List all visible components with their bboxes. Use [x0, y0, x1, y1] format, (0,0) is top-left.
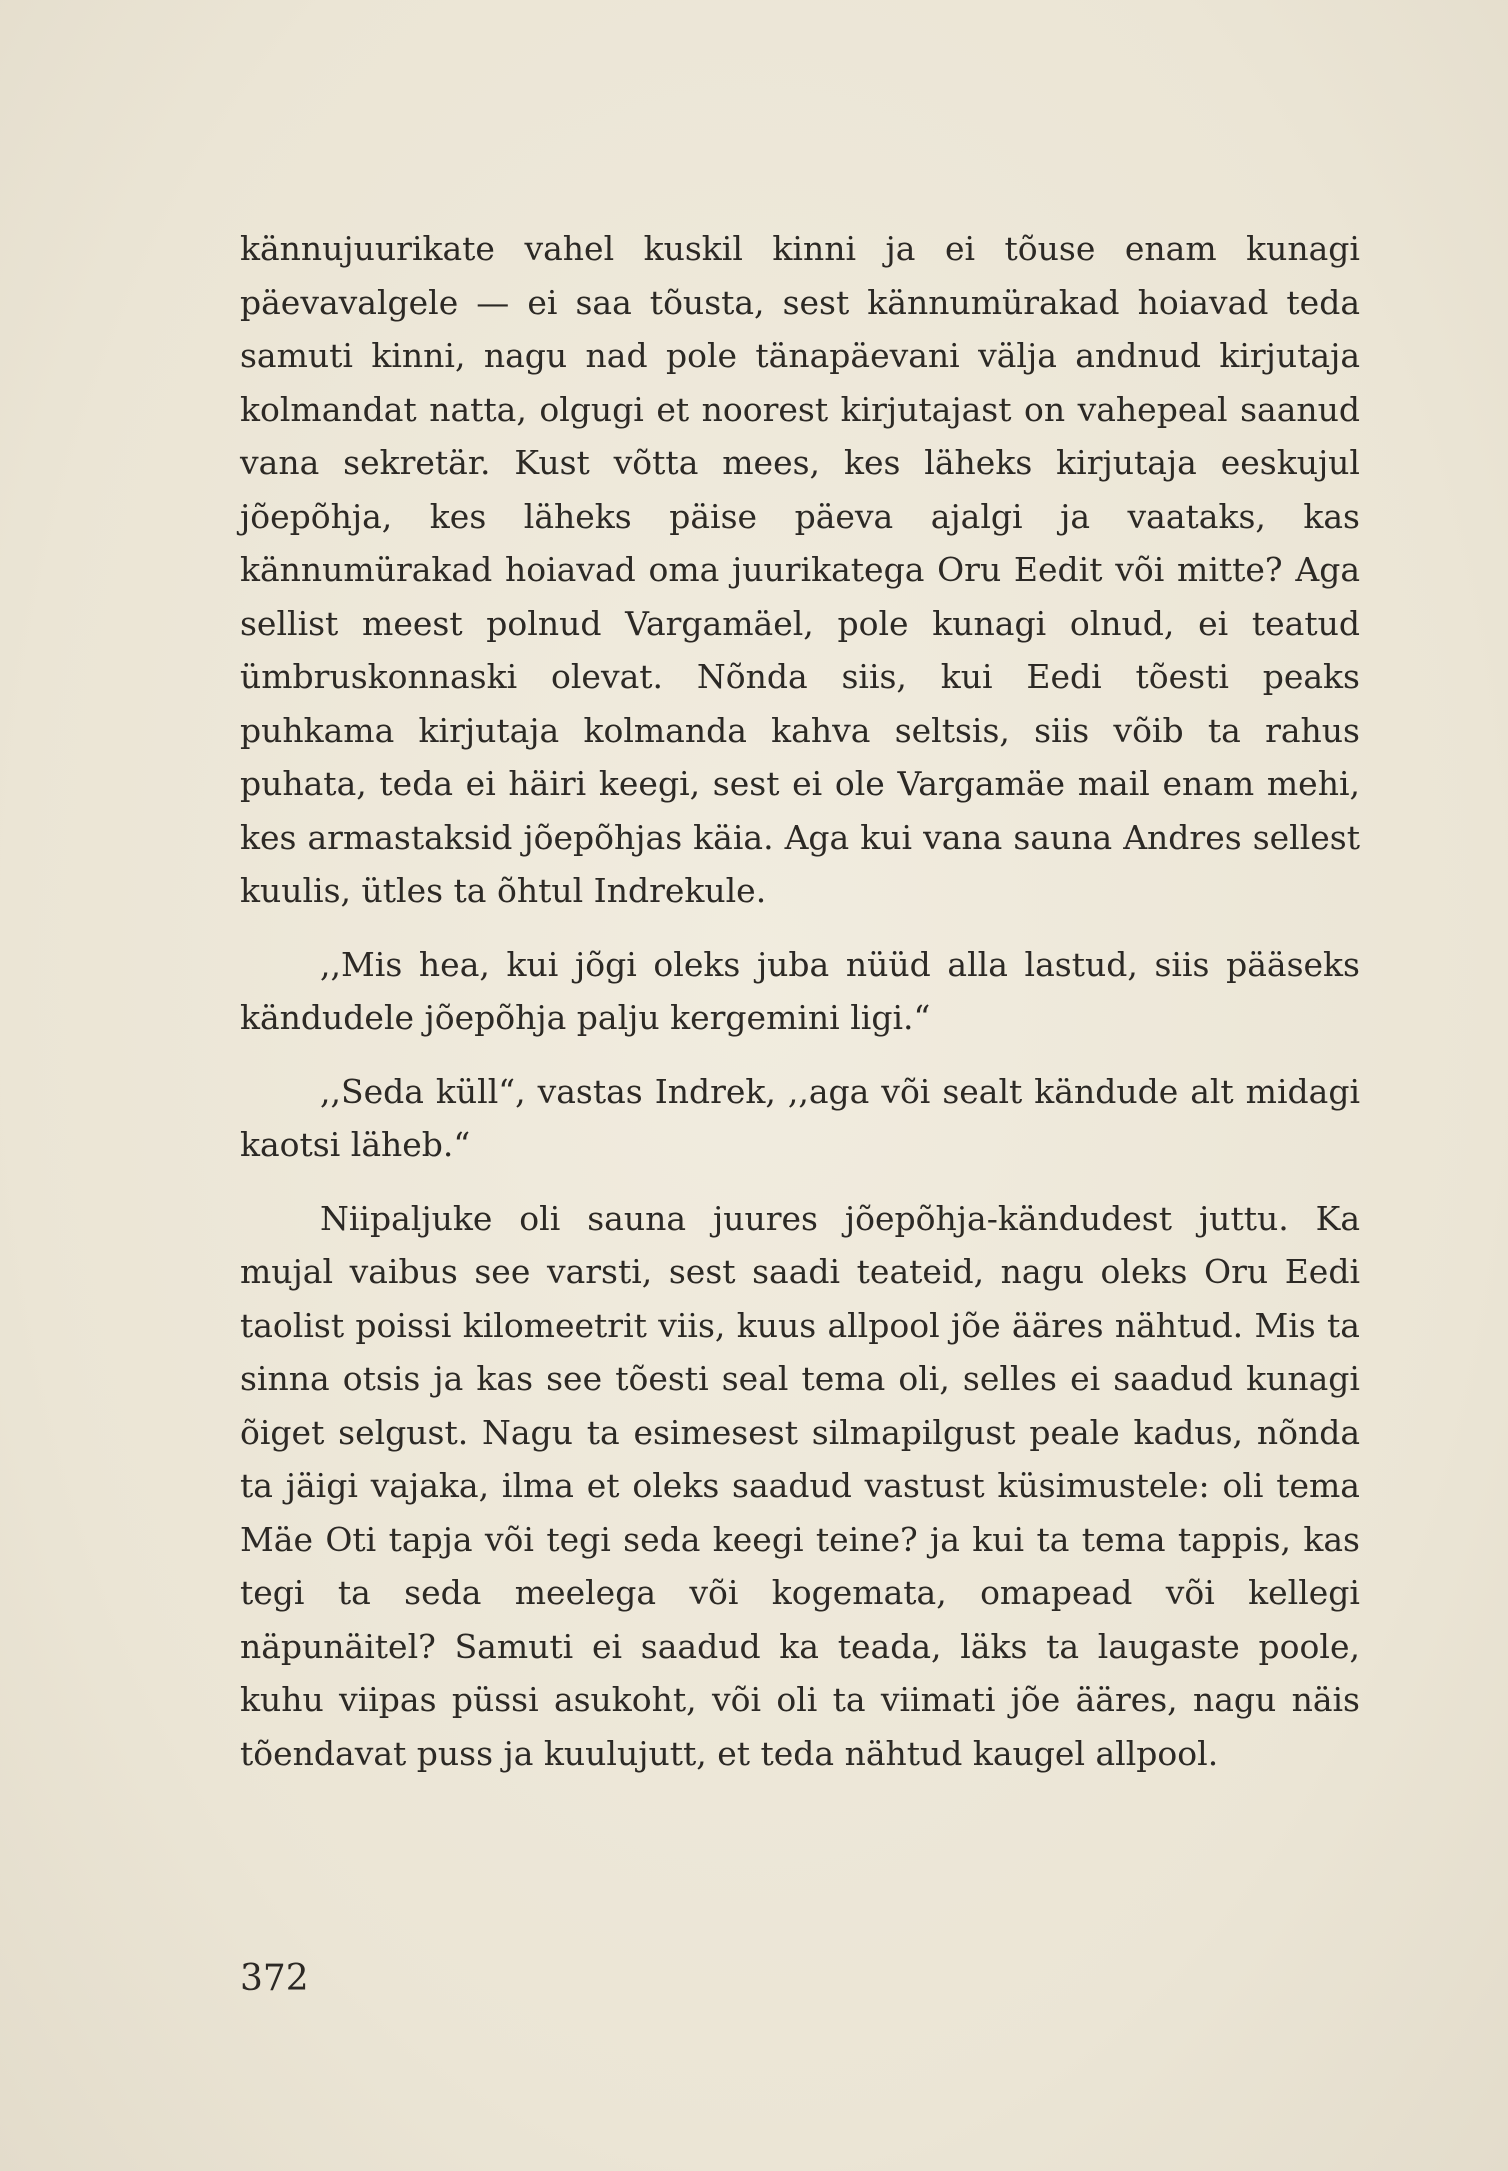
- body-text: [240, 222, 1360, 1780]
- paragraph-4: Niipaljuke oli sauna juures jõepõhja-kändudest juttu. Ka mujal vaibus see varsti, sest saadi teateid, nagu oleks Oru Eedi taolist poissi kilomeetrit viis, kuus allpool jõe ääres nähtud. Mis ta sinna otsis ja kas see tõesti seal tema oli, selles ei saadud kunagi õiget selgust. Nagu ta esimesest silmapilgust peale kadus, nõnda ta jäigi vajaka, ilma et oleks saadud vastust küsimustele: oli tema Mäe Oti tapja või tegi seda keegi teine? ja kui ta tema tappis, kas tegi ta seda meelega või kogemata, omapead või kellegi näpunäitel? Samuti ei saadud ka teada, läks ta laugaste poole, kuhu viipas püssi asukoht, või oli ta viimati jõe ääres, nagu näis tõendavat puss ja kuulujutt, et teda nähtud kaugel allpool.: [240, 1198, 1360, 1773]
- page-number: 372: [240, 1958, 309, 1999]
- paragraph-2: ,,Mis hea, kui jõgi oleks juba nüüd alla lastud, siis pääseks kändudele jõepõhja palju kergemini ligi.“: [240, 944, 1360, 1037]
- paragraph-1: kännujuurikate vahel kuskil kinni ja ei tõuse enam kunagi päevavalgele — ei saa tõusta, sest kännumürakad hoiavad teda samuti kinni, nagu nad pole tänapäevani välja andnud kirjutaja kolmandat natta, olgugi et noorest kirjutajast on vahepeal saanud vana sekretär. Kust võtta mees, kes läheks kirjutaja eeskujul jõepõhja, kes läheks päise päeva ajalgi ja vaataks, kas kännumürakad hoiavad oma juurikatega Oru Eedit või mitte? Aga sellist meest polnud Vargamäel, pole kunagi olnud, ei teatud ümbruskonnaski olevat. Nõnda siis, kui Eedi tõesti peaks puhkama kirjutaja kolmanda kahva seltsis, siis võib ta rahus puhata, teda ei häiri keegi, sest ei ole Vargamäe mail enam mehi, kes armastaksid jõepõhjas käia. Aga kui vana sauna Andres sellest kuulis, ütles ta õhtul Indrekule.: [240, 229, 1360, 910]
- paragraph-3: ,,Seda küll“, vastas Indrek, ,,aga või sealt kändude alt midagi kaotsi läheb.“: [240, 1071, 1360, 1164]
